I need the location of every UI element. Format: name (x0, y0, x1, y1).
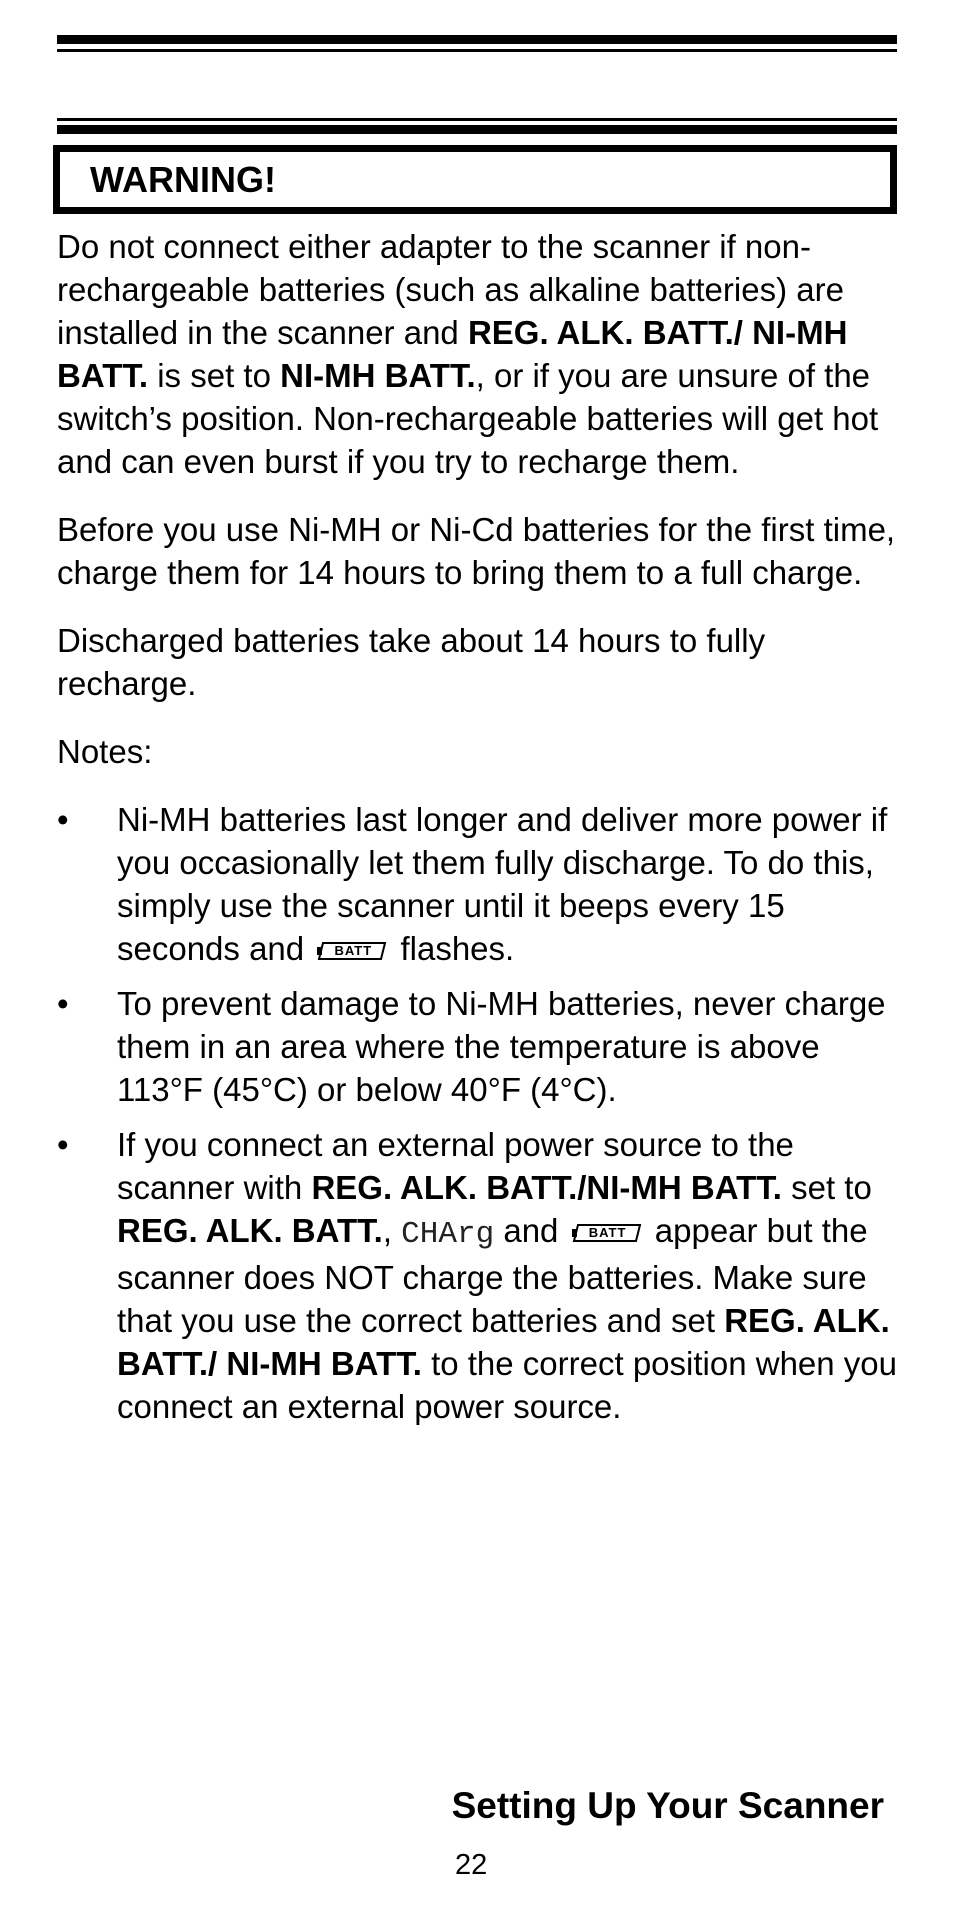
header-rule-thick (57, 35, 897, 44)
warning-rule-thick (57, 125, 897, 134)
first-charge-paragraph: Before you use Ni-MH or Ni-Cd batteries for the first time, charge them for 14 hours to bring them to a full charge. (57, 511, 896, 591)
bullet: • (57, 1126, 69, 1163)
page-content (57, 225, 902, 1440)
note3-switch-name: REG. ALK. BATT./NI-MH BATT. (311, 1169, 782, 1206)
note3-text-h: appear but the scanner does NOT charge the batteries. Make sure that you use the correct batteries and set (117, 1212, 868, 1339)
note3-switch-name-2: REG. ALK. BATT./ NI-MH BATT. (117, 1302, 890, 1382)
notes-list (57, 798, 902, 1428)
notes-label: Notes: (57, 733, 153, 770)
list-item (57, 1123, 902, 1428)
bullet: • (57, 801, 69, 838)
p1-text-c: is set to (148, 357, 281, 394)
note3-text-e: , (382, 1212, 402, 1249)
note3-text-a: If you connect an external power source to the scanner with (117, 1126, 794, 1206)
battery-icon (572, 1224, 642, 1242)
note3-text-j: to the correct position when you connect an external power source. (117, 1345, 898, 1425)
warning-paragraph (57, 225, 902, 483)
p1-switch-position: NI-MH BATT. (280, 357, 476, 394)
recharge-time-paragraph: Discharged batteries take about 14 hours to fully recharge. (57, 622, 766, 702)
warning-box (53, 145, 897, 214)
p1-text-e: , or if you are unsure of the switch’s position. Non-rechargeable batteries will get hot and can even burst if you try to recharge them. (57, 357, 879, 480)
section-title: Setting Up Your Scanner (451, 1785, 884, 1826)
warning-rule-thin (57, 118, 897, 121)
battery-icon-label: BATT (588, 1225, 627, 1241)
header-rule-thin (57, 49, 897, 52)
bullet: • (57, 985, 69, 1022)
list-item (57, 798, 902, 970)
list-item (57, 982, 902, 1111)
display-charg-text: CHArg (401, 1217, 495, 1252)
warning-title: WARNING! (90, 159, 276, 200)
p1-switch-name: REG. ALK. BATT./ NI-MH BATT. (57, 314, 848, 394)
battery-icon-label: BATT (334, 943, 373, 959)
note1-text-b: flashes. (391, 930, 515, 967)
note3-switch-position: REG. ALK. BATT. (117, 1212, 383, 1249)
p1-text-a: Do not connect either adapter to the scanner if non-rechargeable batteries (such as alkaline batteries) are installed in the scanner and (57, 228, 844, 351)
note1-text-a: Ni-MH batteries last longer and deliver more power if you occasionally let them fully discharge. To do this, simply use the scanner until it beeps every 15 seconds and (117, 801, 888, 967)
note2-text: To prevent damage to Ni-MH batteries, never charge them in an area where the temperature is above 113°F (45°C) or below 40°F (4°C). (117, 985, 886, 1108)
note3-text-c: set to (781, 1169, 872, 1206)
note3-text-g: and (494, 1212, 568, 1249)
battery-icon (317, 942, 387, 960)
page-number: 22 (455, 1849, 488, 1881)
